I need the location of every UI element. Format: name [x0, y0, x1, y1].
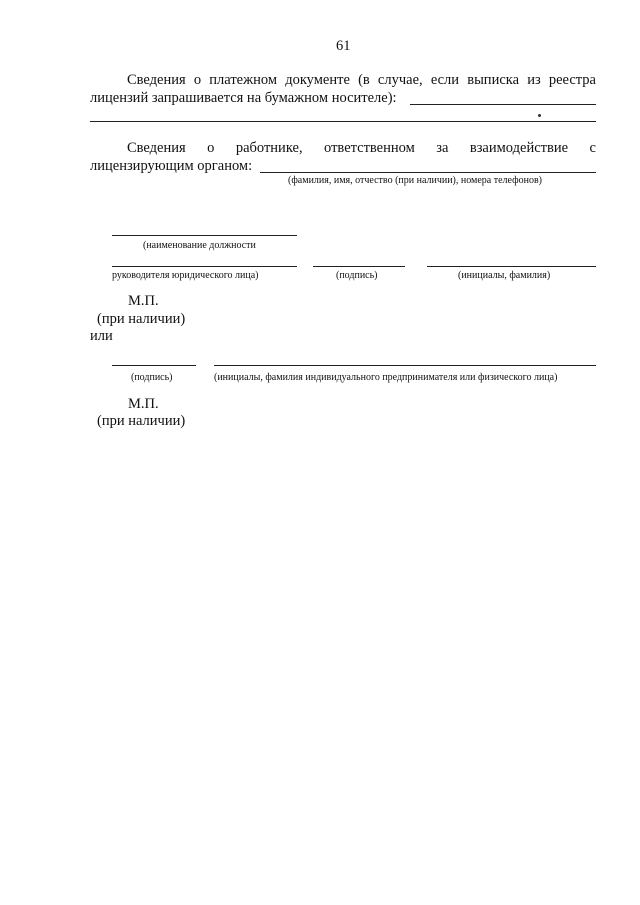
stamp-note-2: (при наличии) — [97, 413, 186, 429]
payment-word: случае, — [377, 72, 423, 88]
employee-word: о — [207, 140, 215, 156]
signature-blank — [313, 266, 405, 267]
employee-caption: (фамилия, имя, отчество (при наличии), номера телефонов) — [288, 175, 542, 186]
employee-info-line1 — [127, 140, 596, 157]
payment-word: платежном — [209, 72, 278, 88]
payment-word: о — [193, 72, 202, 88]
initials-blank — [427, 266, 596, 267]
payment-word: если — [430, 72, 460, 88]
or-text: или — [90, 328, 113, 344]
payment-word: выписка — [467, 72, 520, 88]
payment-info-line1 — [127, 72, 596, 89]
payment-info-blank-1 — [410, 104, 596, 105]
payment-word: документе — [285, 72, 350, 88]
stamp-note: (при наличии) — [97, 311, 186, 327]
individual-signature-caption: (подпись) — [131, 372, 173, 383]
position-caption: (наименование должности — [143, 240, 256, 251]
signature-caption: (подпись) — [336, 270, 378, 281]
individual-initials-blank — [214, 365, 596, 366]
payment-info-line2: лицензий запрашивается на бумажном носителе): — [90, 90, 397, 106]
scan-speck — [538, 114, 541, 117]
payment-word: (в — [358, 72, 370, 88]
payment-info-blank-2 — [90, 121, 596, 122]
initials-caption: (инициалы, фамилия) — [458, 270, 551, 281]
stamp-mp: М.П. — [128, 293, 159, 309]
individual-initials-caption: (инициалы, фамилия индивидуального предпринимателя или физического лица) — [214, 372, 558, 383]
payment-word: реестра — [548, 72, 596, 88]
employee-word: с — [589, 140, 596, 156]
employee-word: за — [436, 140, 449, 156]
employee-info-blank — [260, 172, 596, 173]
payment-word: из — [527, 72, 541, 88]
stamp-mp-2: М.П. — [128, 396, 159, 412]
employee-info-line2: лицензирующим органом: — [90, 158, 253, 174]
head-caption: руководителя юридического лица) — [112, 270, 259, 281]
individual-signature-blank — [112, 365, 196, 366]
employee-word: Сведения — [127, 140, 186, 156]
position-blank — [112, 235, 297, 236]
employee-word: ответственном — [324, 140, 415, 156]
payment-word: Сведения — [127, 72, 186, 88]
head-blank — [112, 266, 297, 267]
employee-word: работнике, — [235, 140, 303, 156]
page-number: 61 — [336, 38, 351, 54]
employee-word: взаимодействие — [469, 140, 569, 156]
